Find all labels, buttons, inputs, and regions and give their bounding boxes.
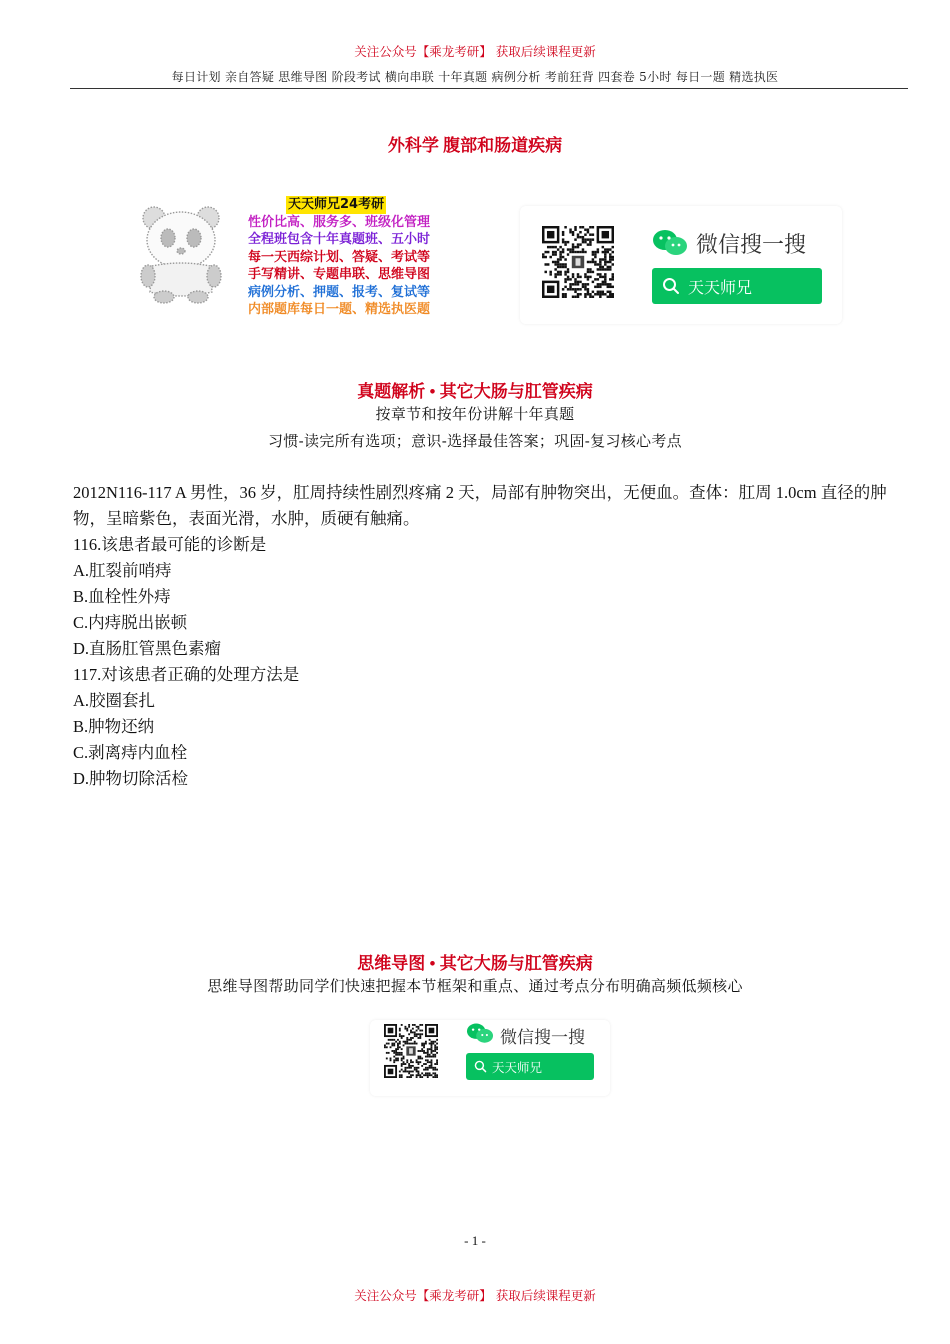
qr-code-icon[interactable] [542, 226, 614, 298]
promo-block [138, 196, 468, 326]
section-title-analysis: 真题解析 • 其它大肠与肛管疾病 [357, 382, 593, 401]
question-116: 116.该患者最可能的诊断是 [73, 535, 267, 554]
header-menu: 每日计划 亲自答疑 思维导图 阶段考试 横向串联 十年真题 病例分析 考前狂背 四套卷 5小时 每日一题 精选执医 [171, 70, 779, 84]
answer-option: C.内痔脱出嵌顿 [73, 613, 188, 632]
wechat-search-button[interactable] [652, 268, 822, 304]
wechat-search-term: 天天师兄 [492, 1060, 543, 1075]
wechat-search-card[interactable] [520, 206, 842, 324]
search-icon [662, 277, 680, 295]
search-icon [474, 1060, 487, 1073]
answer-option: A.胶圈套扎 [73, 691, 156, 710]
section2-subtitle: 思维导图帮助同学们快速把握本节框架和重点、通过考点分布明确高频低频核心 [207, 977, 743, 995]
wechat-logo-icon [466, 1022, 494, 1045]
header-divider [70, 88, 908, 89]
wechat-search-card-small[interactable] [370, 1020, 610, 1096]
footer-notice: 关注公众号【乘龙考研】 获取后续课程更新 [354, 1288, 596, 1303]
promo-text [248, 196, 478, 319]
answer-option: A.肛裂前哨痔 [73, 561, 172, 580]
section-title-mindmap: 思维导图 • 其它大肠与肛管疾病 [357, 954, 593, 973]
answer-option: B.肿物还纳 [73, 717, 155, 736]
panda-mascot-icon [138, 204, 224, 304]
page-number: - 1 - [464, 1233, 486, 1248]
wechat-search-button[interactable] [466, 1053, 594, 1080]
promo-line: 全程班包含十年真题班、五小时 [248, 232, 431, 247]
question-stem: 2012N116-117 A 男性，36 岁，肛周持续性剧烈疼痛 2 天，局部有肿物突出，无便血。查体：肛周 1.0cm 直径的肿物，呈暗紫色，表面光滑，水肿，质硬有触痛。 [73, 483, 887, 528]
wechat-search-title: 微信搜一搜 [696, 233, 807, 258]
promo-line: 性价比高、服务多、班级化管理 [248, 214, 431, 230]
answer-option: D.直肠肛管黑色素瘤 [73, 639, 222, 658]
promo-headline: 天天师兄24考研 [288, 197, 385, 212]
section-subtitle-1: 按章节和按年份讲解十年真题 [375, 405, 575, 423]
promo-line: 内部题库每日一题、精选执医题 [248, 302, 431, 317]
document-title: 外科学 腹部和肠道疾病 [387, 136, 563, 155]
answer-option: D.肿物切除活检 [73, 769, 189, 788]
qr-code-icon[interactable] [384, 1024, 438, 1078]
promo-line: 病例分析、押题、报考、复试等 [248, 284, 431, 300]
wechat-logo-icon [652, 228, 688, 258]
question-block [73, 480, 893, 792]
question-117: 117.对该患者正确的处理方法是 [73, 665, 300, 684]
answer-option: B.血栓性外痔 [73, 587, 171, 606]
wechat-search-title: 微信搜一搜 [500, 1028, 585, 1048]
answer-option: C.剥离痔内血栓 [73, 743, 188, 762]
promo-line: 每一天西综计划、答疑、考试等 [248, 249, 431, 265]
wechat-search-term: 天天师兄 [688, 278, 753, 297]
section-subtitle-2: 习惯-读完所有选项；意识-选择最佳答案；巩固-复习核心考点 [268, 432, 682, 450]
header-notice: 关注公众号【乘龙考研】 获取后续课程更新 [354, 44, 596, 59]
promo-line: 手写精讲、专题串联、思维导图 [248, 267, 431, 282]
